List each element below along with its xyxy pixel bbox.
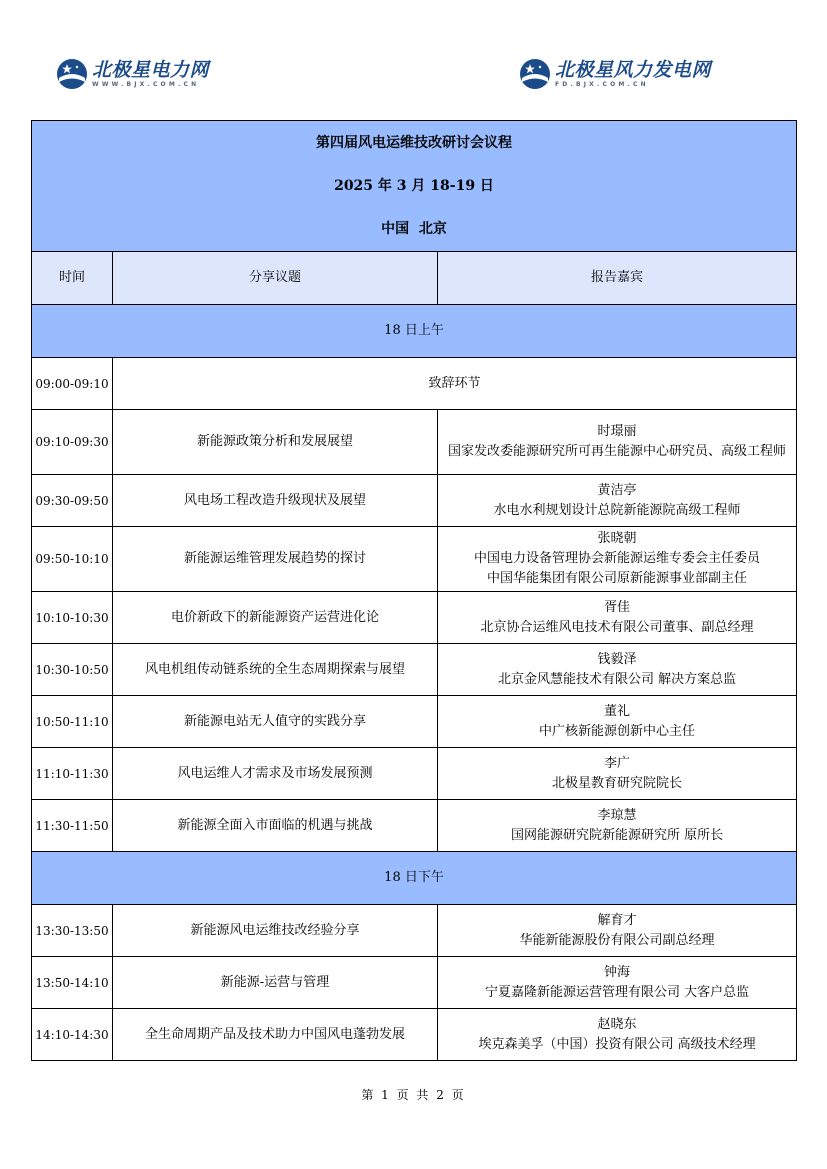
- agenda-time: 10:50-11:10: [32, 696, 113, 748]
- column-header-row: [32, 252, 797, 305]
- agenda-speaker: [438, 592, 797, 644]
- bjx-power-logo: [56, 58, 209, 90]
- speaker-affiliation: 华能新能源股份有限公司副总经理: [519, 932, 715, 948]
- agenda-time: 13:50-14:10: [32, 957, 113, 1009]
- agenda-topic: 新能源-运营与管理: [113, 957, 438, 1009]
- speaker-affiliation: 北京金风慧能技术有限公司 解决方案总监: [497, 671, 737, 687]
- column-header-topic: 分享议题: [113, 252, 438, 305]
- section-label: 18 日上午: [32, 305, 797, 358]
- section-row: [32, 305, 797, 358]
- logo-name: 北极星风力发电网: [555, 59, 712, 81]
- agenda-row: [32, 800, 797, 852]
- agenda-row: [32, 475, 797, 527]
- speaker-name: 钱毅泽: [597, 651, 637, 667]
- speaker-name: 李广: [604, 755, 631, 771]
- agenda-row: [32, 1009, 797, 1061]
- agenda-topic: 风电运维人才需求及市场发展预测: [113, 748, 438, 800]
- column-header-time: 时间: [32, 252, 113, 305]
- agenda-row: [32, 748, 797, 800]
- agenda-row: [32, 696, 797, 748]
- speaker-affiliation: 北极星教育研究院院长: [552, 775, 683, 791]
- speaker-name: 张晓朝: [597, 531, 637, 546]
- agenda-header: [32, 121, 797, 252]
- speaker-name: 赵晓东: [597, 1016, 637, 1032]
- agenda-speaker: [438, 696, 797, 748]
- agenda-time: 11:10-11:30: [32, 748, 113, 800]
- section-row: [32, 852, 797, 905]
- logo-name: 北极星电力网: [92, 59, 210, 81]
- agenda-topic: 新能源电站无人值守的实践分享: [113, 696, 438, 748]
- speaker-name: 黄洁亭: [597, 482, 637, 498]
- agenda-topic: 电价新政下的新能源资产运营进化论: [113, 592, 438, 644]
- agenda-row: [32, 592, 797, 644]
- speaker-affiliation: 国网能源研究院新能源研究所 原所长: [510, 827, 724, 843]
- speaker-name: 解育才: [597, 912, 637, 928]
- speaker-name: 钟海: [604, 964, 631, 980]
- polaris-star-logo-icon: [519, 58, 551, 90]
- agenda-row: [32, 527, 797, 592]
- speaker-affiliation: 北京协合运维风电技术有限公司董事、副总经理: [480, 619, 754, 635]
- agenda-row: [32, 957, 797, 1009]
- speaker-name: 胥佳: [604, 599, 631, 615]
- agenda-time: 09:10-09:30: [32, 410, 113, 475]
- speaker-affiliation: 国家发改委能源研究所可再生能源中心研究员、高级工程师: [448, 444, 787, 459]
- agenda-topic: 全生命周期产品及技术助力中国风电蓬勃发展: [113, 1009, 438, 1061]
- agenda-table: [31, 120, 797, 1061]
- agenda-row: [32, 410, 797, 475]
- agenda-speaker: [438, 905, 797, 957]
- logo-url: FD.BJX.COM.CN: [555, 81, 649, 88]
- agenda-row: [32, 905, 797, 957]
- speaker-affiliation: 宁夏嘉隆新能源运营管理有限公司 大客户总监: [484, 984, 750, 1000]
- logo-url: WWW.BJX.COM.CN: [92, 81, 200, 88]
- agenda-topic: 新能源运维管理发展趋势的探讨: [113, 527, 438, 592]
- agenda-topic: 新能源风电运维技改经验分享: [113, 905, 438, 957]
- bjx-wind-power-logo: [519, 58, 711, 90]
- agenda-topic: 致辞环节: [113, 358, 797, 410]
- agenda-title: 第四届风电运维技改研讨会议程: [316, 134, 513, 151]
- agenda-speaker: [438, 644, 797, 696]
- agenda-time: 13:30-13:50: [32, 905, 113, 957]
- agenda-location: 中国 北京: [381, 220, 447, 237]
- section-label: 18 日下午: [32, 852, 797, 905]
- agenda-time: 14:10-14:30: [32, 1009, 113, 1061]
- speaker-name: 董礼: [604, 703, 631, 719]
- agenda-topic: 风电机组传动链系统的全生态周期探索与展望: [113, 644, 438, 696]
- agenda-speaker: [438, 748, 797, 800]
- agenda-speaker: [438, 475, 797, 527]
- speaker-name: 李琼慧: [597, 807, 637, 823]
- agenda-topic: 新能源政策分析和发展展望: [113, 410, 438, 475]
- agenda-speaker: [438, 957, 797, 1009]
- agenda-speaker: [438, 800, 797, 852]
- agenda-speaker: [438, 527, 797, 592]
- agenda-time: 09:30-09:50: [32, 475, 113, 527]
- agenda-time: 11:30-11:50: [32, 800, 113, 852]
- speaker-affiliation: 中广核新能源创新中心主任: [539, 723, 696, 739]
- speaker-affiliation: 中国电力设备管理协会新能源运维专委会主任委员: [474, 551, 761, 566]
- agenda-date: 2025 年 3 月 18-19 日: [334, 177, 494, 194]
- agenda-speaker: [438, 1009, 797, 1061]
- page-footer: 第 1 页 共 2 页: [361, 1088, 466, 1102]
- polaris-star-logo-icon: [56, 58, 88, 90]
- agenda-speaker: [438, 410, 797, 475]
- speaker-affiliation: 水电水利规划设计总院新能源院高级工程师: [493, 502, 741, 518]
- agenda-time: 09:00-09:10: [32, 358, 113, 410]
- speaker-name: 时璟丽: [597, 424, 637, 439]
- speaker-affiliation: 埃克森美孚（中国）投资有限公司 高级技术经理: [478, 1036, 756, 1052]
- agenda-row: [32, 644, 797, 696]
- agenda-topic: 新能源全面入市面临的机遇与挑战: [113, 800, 438, 852]
- speaker-affiliation: 中国华能集团有限公司原新能源事业部副主任: [487, 571, 748, 586]
- agenda-time: 09:50-10:10: [32, 527, 113, 592]
- column-header-speaker: 报告嘉宾: [438, 252, 797, 305]
- agenda-time: 10:10-10:30: [32, 592, 113, 644]
- agenda-topic: 风电场工程改造升级现状及展望: [113, 475, 438, 527]
- agenda-row: [32, 358, 797, 410]
- agenda-time: 10:30-10:50: [32, 644, 113, 696]
